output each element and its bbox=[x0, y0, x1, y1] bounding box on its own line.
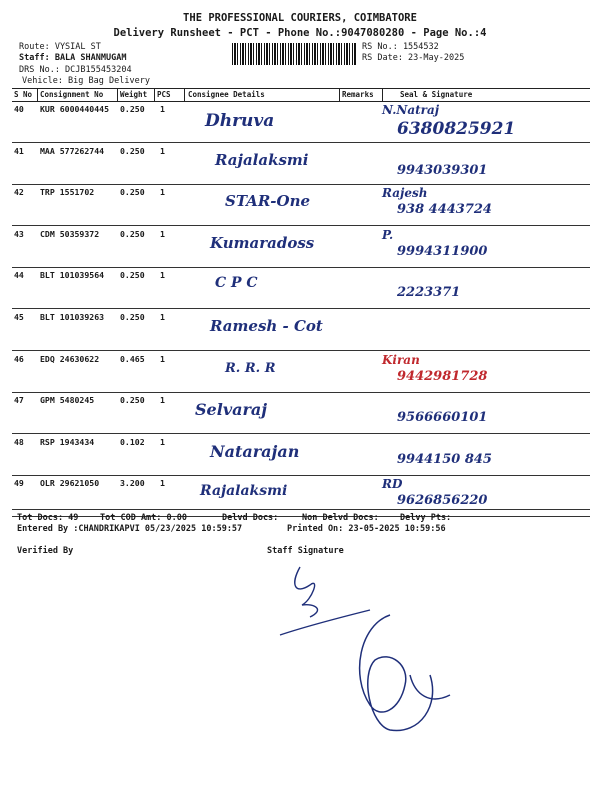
recipient-phone: 9566660101 bbox=[397, 410, 488, 426]
consignee-handwriting: C P C bbox=[215, 275, 258, 292]
cell-sno: 44 bbox=[14, 270, 24, 281]
table-row bbox=[12, 267, 590, 309]
cell-pcs: 1 bbox=[160, 270, 165, 281]
cell-cons: BLT 101039263 bbox=[40, 312, 105, 322]
seal-signature: Kiran bbox=[382, 352, 420, 367]
cell-weight: 3.200 bbox=[120, 478, 145, 489]
seal-signature: P. bbox=[382, 227, 394, 242]
table-row bbox=[12, 101, 590, 143]
cell-cons: RSP 1943434 bbox=[40, 436, 95, 447]
recipient-phone: 9943039301 bbox=[397, 162, 488, 178]
total-docs: Tot Docs: 49 bbox=[17, 513, 79, 523]
drs-label: DRS No.: DCJB155453204 bbox=[19, 65, 132, 75]
route-label: Route: VYSIAL ST bbox=[19, 42, 101, 52]
rs-number: RS No.: 1554532 bbox=[362, 42, 439, 52]
recipient-phone: 9626856220 bbox=[397, 493, 488, 509]
recipient-phone: 938 4443724 bbox=[397, 202, 492, 218]
cell-weight: 0.250 bbox=[120, 270, 145, 281]
cell-pcs: 1 bbox=[160, 312, 165, 322]
runsheet-title: Delivery Runsheet - PCT - Phone No.:9047080280 - Page No.:4 bbox=[113, 27, 487, 39]
col-consignment: Consignment No bbox=[40, 90, 104, 99]
recipient-phone: 9442981728 bbox=[397, 368, 488, 384]
col-weight: Weight bbox=[120, 90, 148, 99]
col-consignee: Consignee Details bbox=[188, 90, 265, 99]
table-row bbox=[12, 309, 590, 351]
table-row bbox=[12, 392, 590, 434]
cell-cons: BLT 101039564 bbox=[40, 270, 105, 281]
recipient-phone: 9994311900 bbox=[397, 243, 488, 259]
cell-cons: OLR 29621050 bbox=[40, 478, 100, 489]
cell-sno: 40 bbox=[14, 104, 24, 114]
consignee-handwriting: Ramesh - Cot bbox=[210, 317, 323, 335]
consignee-handwriting: Dhruva bbox=[205, 111, 275, 131]
cell-cons: MAA 577262744 bbox=[40, 145, 105, 156]
entered-by: Entered By :CHANDRIKAPVI 05/23/2025 10:59:57 bbox=[17, 524, 243, 534]
consignee-handwriting: Rajalaksmi bbox=[200, 483, 288, 500]
cell-weight: 0.102 bbox=[120, 436, 145, 447]
recipient-phone: 6380825921 bbox=[397, 119, 516, 139]
consignee-handwriting: Selvaraj bbox=[195, 400, 268, 420]
cell-pcs: 1 bbox=[160, 353, 165, 364]
cell-pcs: 1 bbox=[160, 436, 165, 447]
cell-sno: 49 bbox=[14, 478, 24, 489]
printed-on: Printed On: 23-05-2025 10:59:56 bbox=[287, 524, 446, 534]
vehicle-label: Vehicle: Big Bag Delivery bbox=[22, 76, 150, 86]
cell-pcs: 1 bbox=[160, 187, 165, 198]
staff-signature-scribble bbox=[240, 555, 480, 785]
cell-weight: 0.250 bbox=[120, 228, 145, 239]
cell-sno: 46 bbox=[14, 353, 24, 364]
verified-by-label: Verified By bbox=[17, 546, 74, 556]
non-delivered-docs: Non Delvd Docs: bbox=[302, 513, 379, 523]
cell-weight: 0.250 bbox=[120, 395, 145, 406]
table-row bbox=[12, 475, 590, 517]
cell-weight: 0.250 bbox=[120, 145, 145, 156]
table-row bbox=[12, 434, 590, 476]
table-bottom-rule bbox=[12, 509, 590, 510]
cell-cons: TRP 1551702 bbox=[40, 187, 95, 198]
cell-pcs: 1 bbox=[160, 395, 165, 406]
cell-pcs: 1 bbox=[160, 478, 165, 489]
col-remarks: Remarks bbox=[342, 90, 374, 99]
cell-sno: 41 bbox=[14, 145, 24, 156]
cell-cons: GPM 5480245 bbox=[40, 395, 95, 406]
cell-pcs: 1 bbox=[160, 145, 165, 156]
table-row bbox=[12, 351, 590, 393]
cell-sno: 42 bbox=[14, 187, 24, 198]
table-header bbox=[12, 88, 590, 102]
cell-weight: 0.250 bbox=[120, 187, 145, 198]
table-row bbox=[12, 184, 590, 226]
table-row bbox=[12, 143, 590, 185]
consignee-handwriting: Rajalaksmi bbox=[215, 150, 309, 169]
consignee-handwriting: STAR-One bbox=[225, 192, 311, 211]
staff-label: Staff: BALA SHANMUGAM bbox=[19, 53, 127, 63]
table-row bbox=[12, 226, 590, 268]
rs-date: RS Date: 23-May-2025 bbox=[362, 53, 465, 63]
recipient-phone: 2223371 bbox=[397, 285, 461, 301]
col-sno: S No bbox=[14, 90, 33, 99]
cell-weight: 0.465 bbox=[120, 353, 145, 364]
total-cod: Tot COD Amt: 0.00 bbox=[100, 513, 187, 523]
cell-sno: 47 bbox=[14, 395, 24, 406]
company-title: THE PROFESSIONAL COURIERS, COIMBATORE bbox=[183, 12, 417, 24]
barcode bbox=[232, 43, 356, 65]
col-seal: Seal & Signature bbox=[400, 90, 473, 99]
cell-sno: 45 bbox=[14, 312, 24, 322]
seal-signature: RD bbox=[382, 477, 403, 492]
seal-signature: Rajesh bbox=[382, 186, 428, 201]
seal-signature: N.Natraj bbox=[382, 103, 440, 117]
cell-sno: 48 bbox=[14, 436, 24, 447]
delivery-points: Delvy Pts: bbox=[400, 513, 452, 523]
cell-weight: 0.250 bbox=[120, 104, 145, 114]
cell-weight: 0.250 bbox=[120, 312, 145, 322]
staff-signature-label: Staff Signature bbox=[267, 546, 344, 556]
recipient-phone: 9944150 845 bbox=[397, 451, 492, 467]
consignee-handwriting: Kumaradoss bbox=[210, 233, 315, 252]
col-pcs: PCS bbox=[157, 90, 171, 99]
delivered-docs: Delvd Docs: bbox=[222, 513, 279, 523]
cell-cons: EDQ 24630622 bbox=[40, 353, 100, 364]
cell-pcs: 1 bbox=[160, 228, 165, 239]
consignee-handwriting: R. R. R bbox=[225, 360, 276, 376]
cell-cons: CDM 50359372 bbox=[40, 228, 100, 239]
cell-pcs: 1 bbox=[160, 104, 165, 114]
cell-cons: KUR 6000440445 bbox=[40, 104, 110, 114]
cell-sno: 43 bbox=[14, 228, 24, 239]
consignee-handwriting: Natarajan bbox=[210, 441, 300, 461]
